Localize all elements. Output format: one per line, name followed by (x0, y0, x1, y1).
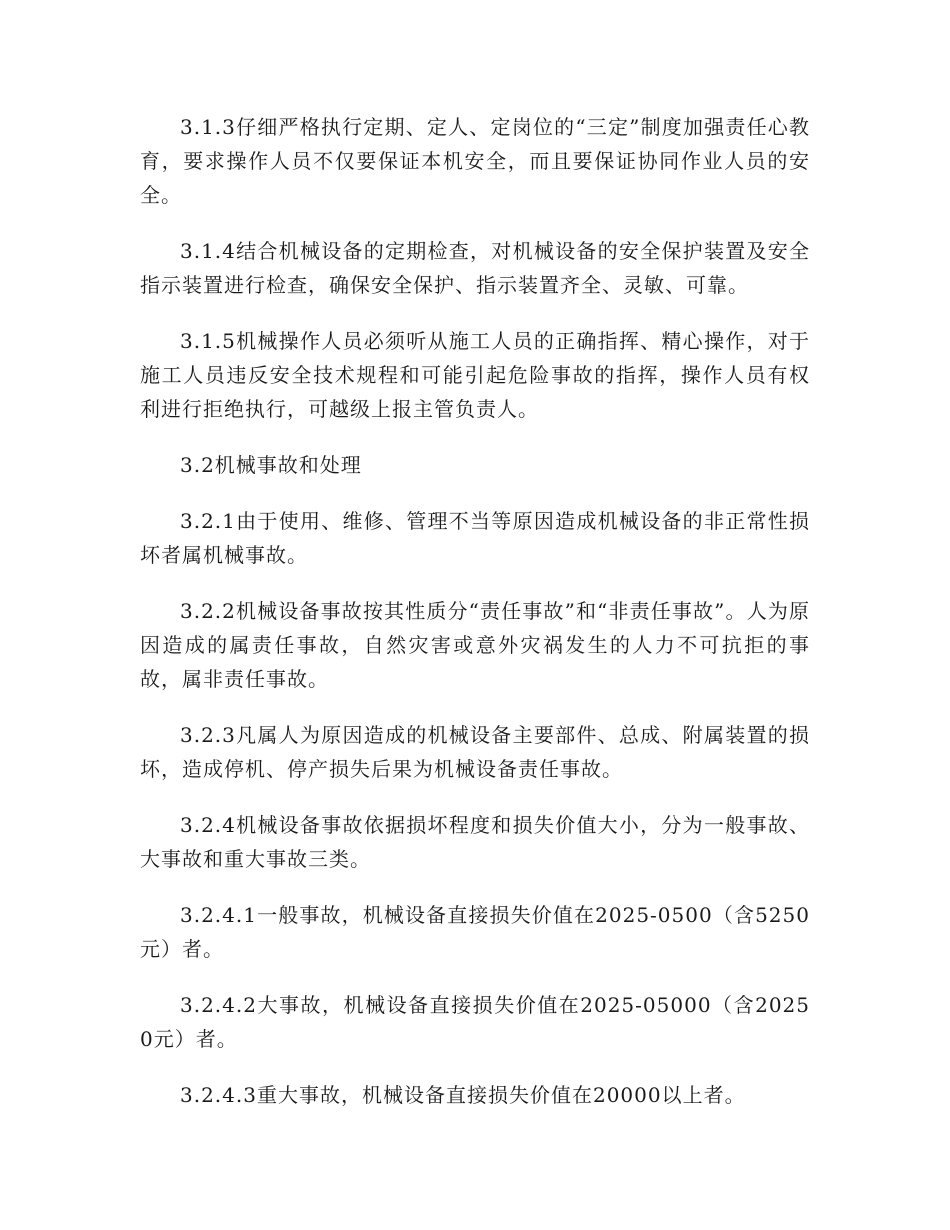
paragraph-3-1-5: 3.1.5机械操作人员必须听从施工人员的正确指挥、精心操作，对于施工人员违反安全技术规程和可能引起危险事故的指挥，操作人员有权利进行拒绝执行，可越级上报主管负责人。 (140, 329, 810, 421)
paragraph-3-2-4-1: 3.2.4.1一般事故，机械设备直接损失价值在2025-0500（含5250元）者。 (140, 903, 810, 961)
paragraph-3-1-4: 3.1.4结合机械设备的定期检查，对机械设备的安全保护装置及安全指示装置进行检查，确保安全保护、指示装置齐全、灵敏、可靠。 (140, 239, 810, 297)
document-body (140, 110, 810, 1134)
paragraph-3-2-4-2: 3.2.4.2大事故，机械设备直接损失价值在2025-05000（含20250元）者。 (140, 993, 810, 1051)
paragraph-3-2-4-3: 3.2.4.3重大事故，机械设备直接损失价值在20000以上者。 (180, 1083, 746, 1107)
paragraph-3-2-4: 3.2.4机械设备事故依据损坏程度和损失价值大小，分为一般事故、大事故和重大事故三类。 (140, 813, 810, 871)
paragraph-3-1-3: 3.1.3仔细严格执行定期、定人、定岗位的“三定”制度加强责任心教育，要求操作人员不仅要保证本机安全，而且要保证协同作业人员的安全。 (140, 115, 810, 207)
paragraph-3-2-3: 3.2.3凡属人为原因造成的机械设备主要部件、总成、附属装置的损坏，造成停机、停产损失后果为机械设备责任事故。 (140, 723, 810, 781)
paragraph-3-2-2: 3.2.2机械设备事故按其性质分“责任事故”和“非责任事故”。人为原因造成的属责任事故，自然灾害或意外灾祸发生的人力不可抗拒的事故，属非责任事故。 (140, 599, 810, 691)
section-heading-3-2: 3.2机械事故和处理 (180, 453, 362, 477)
paragraph-3-2-1: 3.2.1由于使用、维修、管理不当等原因造成机械设备的非正常性损坏者属机械事故。 (140, 509, 810, 567)
